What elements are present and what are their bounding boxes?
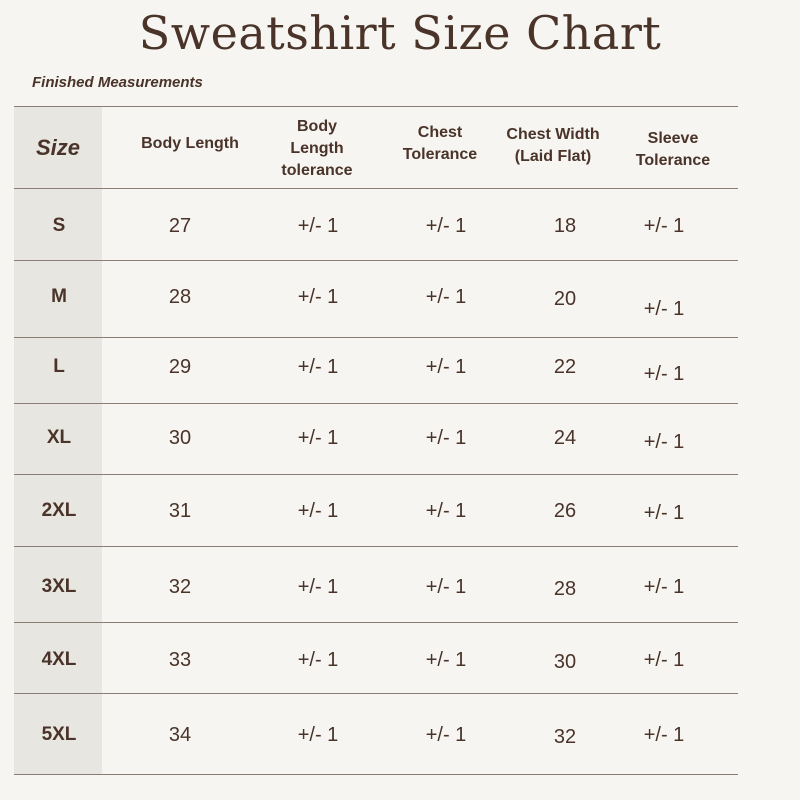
cell-chest-tolerance: +/- 1	[425, 500, 467, 522]
header-sleeve-tolerance-text: Sleeve Tolerance	[635, 130, 711, 169]
cell-size: 2XL	[41, 500, 77, 521]
cell-chest-tolerance: +/- 1	[425, 356, 467, 378]
header-size: Size	[35, 135, 81, 160]
header-body-length-tolerance-text: Body Length tolerance	[281, 118, 353, 179]
subtitle: Finished Measurements	[32, 74, 203, 91]
row-rule	[14, 337, 738, 338]
cell-size: 5XL	[41, 724, 77, 745]
row-rule	[14, 622, 738, 623]
cell-chest-width: 26	[553, 500, 577, 522]
cell-chest-tolerance: +/- 1	[425, 649, 467, 671]
cell-chest-width: 24	[553, 427, 577, 449]
row-rule	[14, 774, 738, 775]
row-rule	[14, 260, 738, 261]
cell-body-length-tolerance: +/- 1	[297, 286, 339, 308]
cell-body-length: 34	[168, 724, 192, 746]
cell-sleeve-tolerance: +/- 1	[643, 363, 685, 385]
row-rule	[14, 403, 738, 404]
cell-chest-width: 20	[553, 288, 577, 310]
cell-chest-tolerance: +/- 1	[425, 286, 467, 308]
cell-body-length-tolerance: +/- 1	[297, 649, 339, 671]
cell-body-length: 32	[168, 576, 192, 598]
cell-size: XL	[46, 427, 72, 448]
cell-body-length: 29	[168, 356, 192, 378]
cell-body-length-tolerance: +/- 1	[297, 427, 339, 449]
cell-body-length: 28	[168, 286, 192, 308]
cell-body-length: 30	[168, 427, 192, 449]
cell-chest-width: 22	[553, 356, 577, 378]
cell-sleeve-tolerance: +/- 1	[643, 502, 685, 524]
cell-size: 4XL	[41, 649, 77, 670]
cell-body-length: 27	[168, 215, 192, 237]
cell-body-length: 31	[168, 500, 192, 522]
cell-chest-tolerance: +/- 1	[425, 724, 467, 746]
cell-body-length-tolerance: +/- 1	[297, 500, 339, 522]
cell-size: S	[52, 215, 66, 236]
cell-size: L	[53, 356, 65, 377]
table-top-rule	[14, 106, 738, 107]
cell-size: 3XL	[41, 576, 77, 597]
cell-body-length: 33	[168, 649, 192, 671]
cell-body-length-tolerance: +/- 1	[297, 215, 339, 237]
cell-sleeve-tolerance: +/- 1	[643, 215, 685, 237]
header-body-length: Body Length	[141, 135, 239, 152]
cell-sleeve-tolerance: +/- 1	[643, 431, 685, 453]
header-chest-width	[494, 118, 612, 174]
cell-sleeve-tolerance: +/- 1	[643, 724, 685, 746]
cell-size: M	[51, 286, 67, 307]
cell-body-length-tolerance: +/- 1	[297, 724, 339, 746]
cell-sleeve-tolerance: +/- 1	[643, 649, 685, 671]
cell-chest-tolerance: +/- 1	[425, 427, 467, 449]
header-chest-width-text: Chest Width (Laid Flat)	[506, 126, 600, 165]
cell-sleeve-tolerance: +/- 1	[643, 576, 685, 598]
header-chest-tolerance	[384, 116, 496, 172]
header-body-length-tolerance	[262, 114, 372, 184]
page-title: Sweatshirt Size Chart	[138, 6, 662, 60]
row-rule	[14, 693, 738, 694]
cell-chest-tolerance: +/- 1	[425, 215, 467, 237]
cell-chest-tolerance: +/- 1	[425, 576, 467, 598]
cell-chest-width: 32	[553, 726, 577, 748]
header-bottom-rule	[14, 188, 738, 189]
cell-chest-width: 18	[553, 215, 577, 237]
cell-body-length-tolerance: +/- 1	[297, 356, 339, 378]
cell-chest-width: 30	[553, 651, 577, 673]
cell-body-length-tolerance: +/- 1	[297, 576, 339, 598]
header-chest-tolerance-text: Chest Tolerance	[402, 124, 478, 163]
cell-sleeve-tolerance: +/- 1	[643, 298, 685, 320]
cell-chest-width: 28	[553, 578, 577, 600]
row-rule	[14, 546, 738, 547]
header-sleeve-tolerance	[614, 122, 732, 178]
row-rule	[14, 474, 738, 475]
